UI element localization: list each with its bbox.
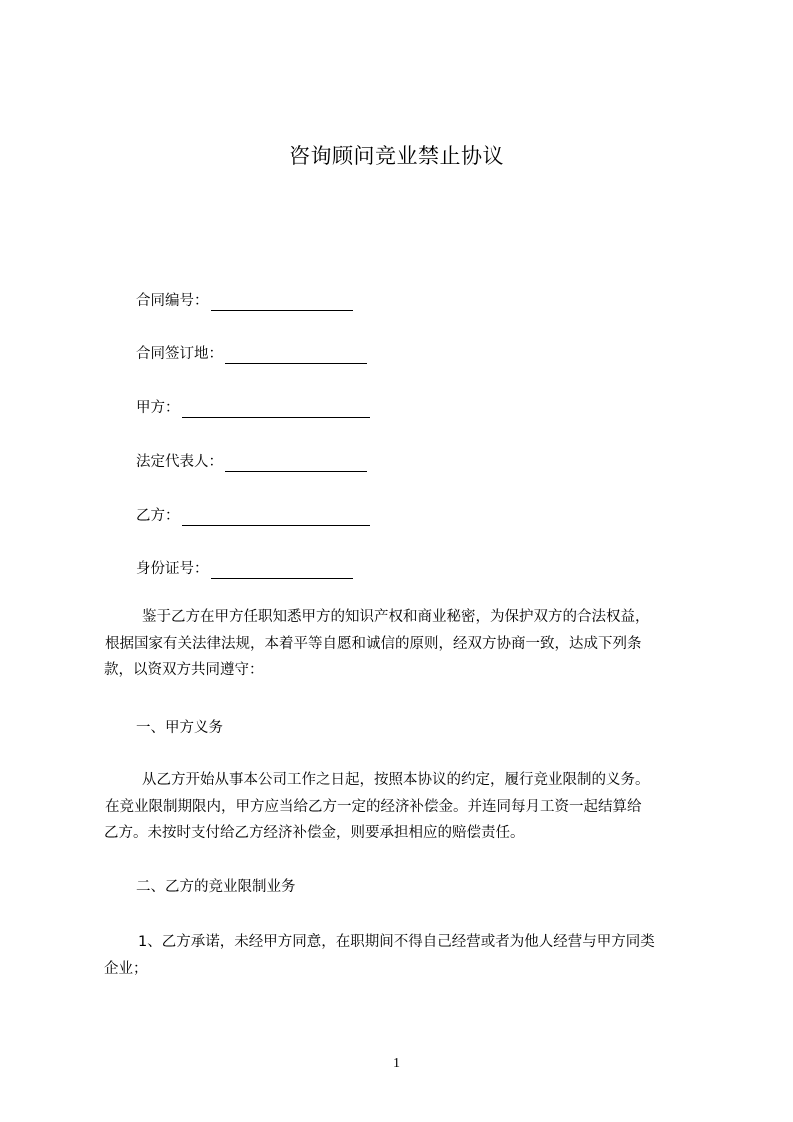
field-label: 法定代表人： <box>136 454 223 470</box>
field-label: 合同编号： <box>136 293 209 309</box>
field-label: 身份证号： <box>136 561 209 577</box>
field-label: 乙方： <box>136 508 180 524</box>
section-heading-party-b-restrictions: 二、乙方的竞业限制业务 <box>136 879 296 895</box>
section-two-paragraph <box>104 929 704 982</box>
blank-line <box>225 348 367 364</box>
blank-line <box>211 295 353 311</box>
field-label: 合同签订地： <box>136 346 223 362</box>
paragraph-line: 鉴于乙方在甲方任职知悉甲方的知识产权和商业秘密，为保护双方的合法权益， <box>142 609 650 625</box>
field-legal-representative <box>136 452 367 472</box>
paragraph-line: 从乙方开始从事本公司工作之日起，按照本协议的约定，履行竞业限制的义务。 <box>142 772 650 788</box>
field-contract-number <box>136 291 353 311</box>
field-id-number <box>136 559 353 579</box>
paragraph-line: 在竞业限制期限内，甲方应当给乙方一定的经济补偿金。并连同每月工资一起结算给 <box>105 798 642 815</box>
field-signing-place <box>136 344 367 364</box>
paragraph-line: 1、乙方承诺，未经甲方同意，在职期间不得自己经营或者为他人经营与甲方同类 <box>138 934 655 950</box>
section-heading-party-a-obligations: 一、甲方义务 <box>136 720 223 736</box>
intro-paragraph <box>104 604 704 684</box>
paragraph-line: 根据国家有关法律法规，本着平等自愿和诚信的原则，经双方协商一致，达成下列条 <box>105 635 642 652</box>
paragraph-line: 乙方。未按时支付给乙方经济补偿金，则要承担相应的赔偿责任。 <box>104 825 525 841</box>
blank-line <box>211 563 353 579</box>
document-title: 咨询顾问竞业禁止协议 <box>289 144 504 168</box>
paragraph-line: 款，以资双方共同遵守： <box>104 662 264 678</box>
field-party-b <box>136 506 370 526</box>
field-label: 甲方： <box>136 400 180 416</box>
paragraph-line: 企业； <box>104 960 148 977</box>
blank-line <box>182 510 370 526</box>
section-one-paragraph <box>104 767 704 847</box>
blank-line <box>225 456 367 472</box>
blank-line <box>182 402 370 418</box>
page-number: 1 <box>393 1056 400 1071</box>
field-party-a <box>136 398 370 418</box>
